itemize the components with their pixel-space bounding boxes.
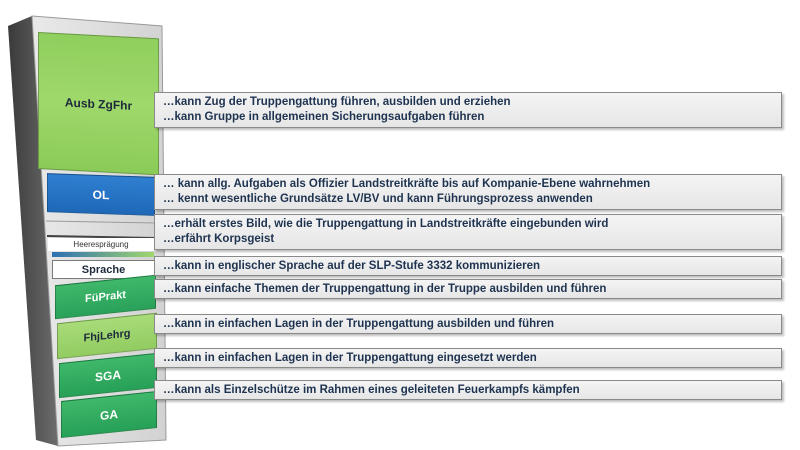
heerespraegung-bar [52, 252, 154, 257]
level-label: OL [92, 187, 110, 202]
description-line: …erhält erstes Bild, wie die Truppengattung in Landstreitkräfte eingebunden wird [163, 218, 609, 230]
description-line: …kann Zug der Truppengattung führen, ausbilden und erziehen [163, 96, 511, 108]
description-line: …kann in einfachen Lagen in der Truppengattung ausbilden und führen [163, 317, 555, 330]
level-label: FüPrakt [85, 288, 126, 306]
description-fhjlehrg [154, 314, 782, 334]
level-label: Sprache [81, 263, 126, 276]
description-line: …erfährt Korpsgeist [163, 233, 275, 245]
level-heerespraegung [48, 238, 154, 251]
level-label: Heeresprägung [73, 240, 129, 249]
level-label: Ausb ZgFhr [64, 94, 133, 113]
level-ausb-zgfhr [38, 32, 159, 175]
level-label: FhjLehrg [83, 327, 131, 345]
level-label: SGA [94, 367, 121, 384]
description-ol [154, 174, 782, 210]
description-line: …kann einfache Themen der Truppengattung in der Truppe ausbilden und führen [163, 282, 607, 295]
description-line: … kann allg. Aufgaben als Offizier Landstreitkräfte bis auf Kompanie-Ebene wahrnehmen [163, 178, 651, 190]
description-heerespraegung [154, 214, 782, 250]
description-ga [154, 380, 782, 400]
description-line: …kann in englischer Sprache auf der SLP-Stufe 3332 kommunizieren [163, 259, 541, 272]
description-sga [154, 348, 782, 368]
level-ol [47, 173, 155, 216]
description-fuprakt [154, 279, 782, 299]
description-line: …kann Gruppe in allgemeinen Sicherungsaufgaben führen [163, 111, 485, 123]
description-line: …kann in einfachen Lagen in der Truppengattung eingesetzt werden [163, 351, 537, 364]
description-line: … kennt wesentliche Grundsätze LV/BV und kann Führungsprozess anwenden [163, 193, 593, 205]
level-label: GA [100, 406, 118, 423]
description-line: …kann als Einzelschütze im Rahmen eines geleiteten Feuerkampfs kämpfen [163, 383, 580, 396]
description-ausb-zgfhr [154, 92, 782, 128]
description-sprache [154, 256, 782, 276]
